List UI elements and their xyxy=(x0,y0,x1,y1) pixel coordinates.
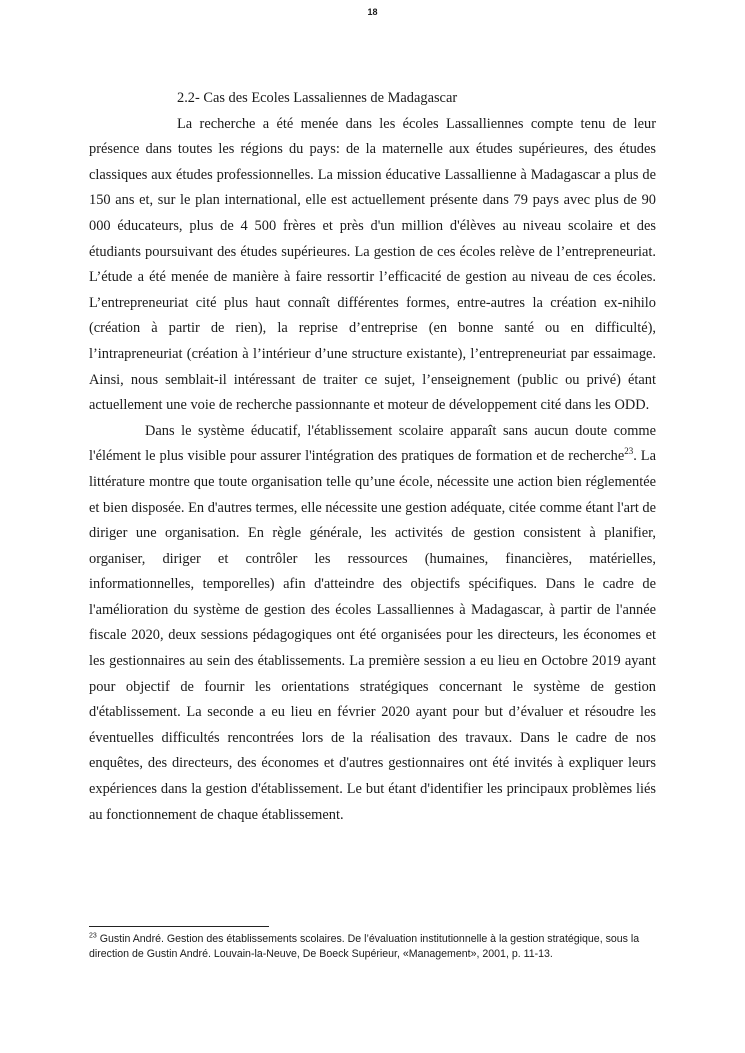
paragraph-1: La recherche a été menée dans les écoles Lassalliennes compte tenu de leur présence dans toutes les régions du pays: de la maternelle aux études supérieures, des études classiques aux études professionnelles. La mission éducative Lassallienne à Madagascar a plus de 150 ans et, sur le plan international, elle est actuellement présente dans 79 pays avec plus de 90 000 éducateurs, plus de 4 500 frères et près d'un million d'élèves au niveau scolaire et des étudiants poursuivant des études supérieures. La gestion de ces écoles relève de l’entrepreneuriat. L’étude a été menée de manière à faire ressortir l’efficacité de gestion au niveau de ces écoles. L’entrepreneuriat cité plus haut connaît différentes formes, entre-autres la création ex-nihilo (création à partir de rien), la reprise d’entreprise (en bonne santé ou en difficulté), l’intrapreneuriat (création à l’intérieur d’une structure existante), l’entrepreneuriat par essaimage. Ainsi, nous semblait-il intéressant de traiter ce sujet, l’enseignement (public ou privé) étant actuellement une voie de recherche passionnante et moteur de développement cité dans les ODD. xyxy=(89,115,656,414)
footnote-number: 23 xyxy=(89,932,97,940)
paragraph-2-text-start: Dans le système éducatif, l'établissement scolaire apparaît sans aucun doute comme l'élément le plus visible pour assurer l'intégration des pratiques de formation et de recherche xyxy=(89,422,656,465)
footnote-reference[interactable]: 23 xyxy=(624,446,634,457)
paragraph-2 xyxy=(89,419,656,829)
paragraph-2-text-end: . La littérature montre que toute organisation telle qu’une école, nécessite une action bien réglementée et bien disposée. En d'autres termes, elle nécessite une gestion adéquate, citée comme étant l'art de diriger une organisation. En règle générale, les activités de gestion consistent à planifier, organiser, diriger et contrôler les ressources (humaines, financières, matérielles, informationnelles, temporelles) afin d'atteindre des objectifs spécifiques. Dans le cadre de l'amélioration du système de gestion des écoles Lassalliennes à Madagascar, à partir de l'année fiscale 2020, deux sessions pédagogiques ont été organisées pour les directeurs, les économes et les gestionnaires au sein des établissements. La première session a eu lieu en Octobre 2019 ayant pour objectif de fournir les orientations stratégiques concernant le système de gestion d'établissement. La seconde a eu lieu en février 2020 ayant pour but d’évaluer et résoudre les éventuelles difficultés rencontrées lors de la réalisation des travaux. Dans le cadre de nos enquêtes, des directeurs, des économes et d'autres gestionnaires ont été invités à expliquer leurs expériences dans la gestion d'établissement. Le but étant d'identifier les principaux problèmes liés au fonctionnement de chaque établissement. xyxy=(89,448,656,823)
body-text xyxy=(89,86,656,828)
footnote xyxy=(89,932,659,962)
page-number: 18 xyxy=(367,7,378,17)
footnote-text: Gustin André. Gestion des établissements scolaires. De l’évaluation institutionnelle à la gestion stratégique, sous la direction de Gustin André. Louvain-la-Neuve, De Boeck Supérieur, «Management», 2001, p. 11-13. xyxy=(89,933,640,960)
section-heading: 2.2- Cas des Ecoles Lassaliennes de Madagascar xyxy=(177,90,458,106)
footnote-separator xyxy=(89,926,269,927)
